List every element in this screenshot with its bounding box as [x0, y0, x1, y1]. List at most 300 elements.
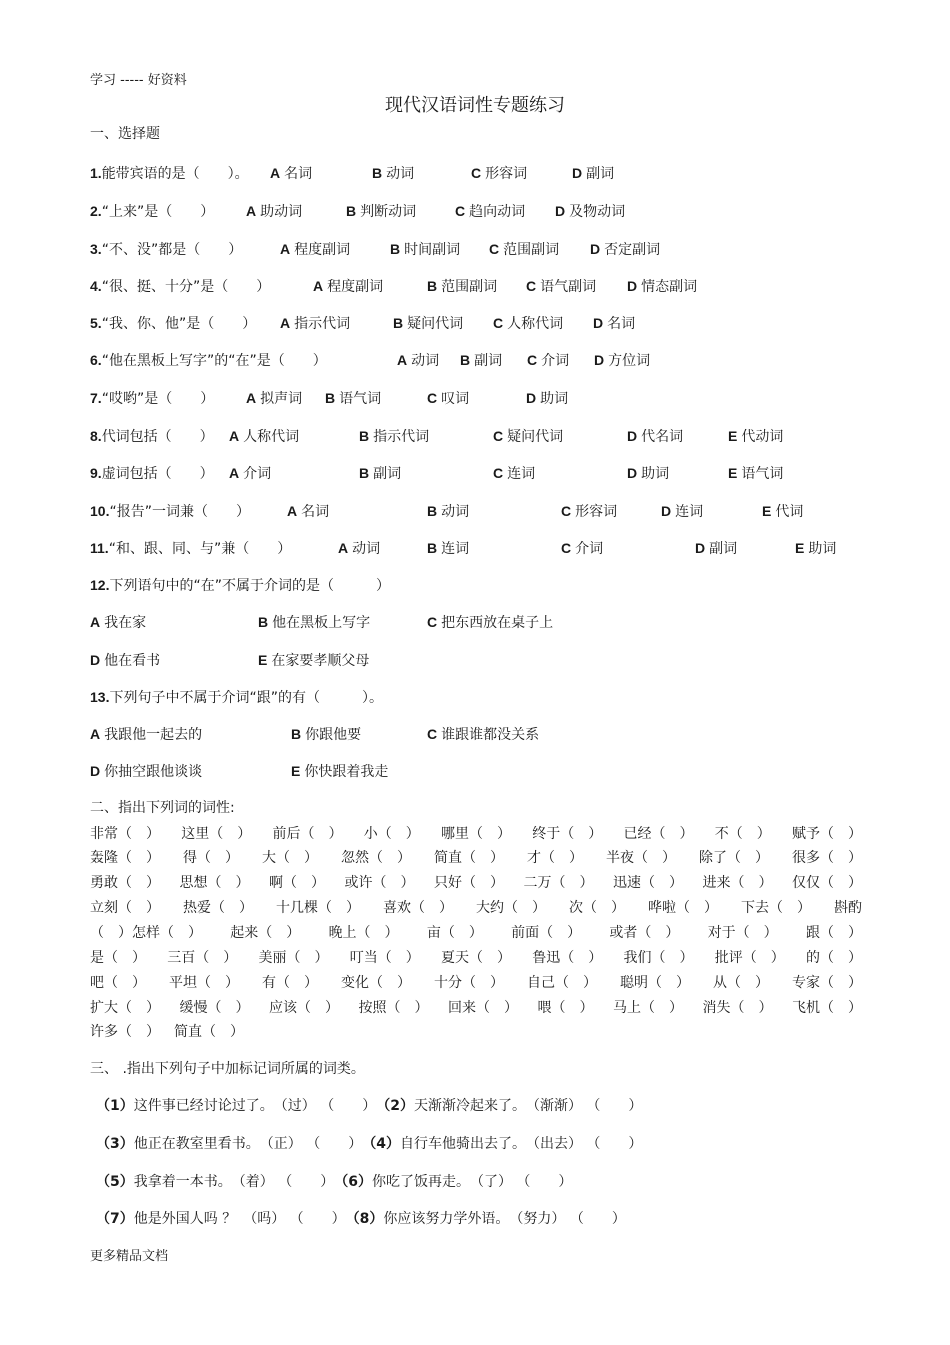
option-letter: C — [427, 726, 438, 742]
spacer — [519, 1098, 533, 1114]
option-d[interactable] — [627, 277, 697, 296]
word-item: （ ）怎样（ ） — [90, 925, 202, 941]
answer-blank[interactable]: （ ） — [516, 1174, 573, 1190]
word-item: 十几棵（ ） — [276, 900, 360, 916]
sentence-row — [96, 1135, 642, 1153]
question-text: 能带宾语的是（ ）。 — [101, 166, 249, 182]
answer-blank[interactable]: （ ） — [278, 1174, 335, 1190]
option-text: 名词 — [284, 166, 313, 182]
option-letter: E — [795, 540, 805, 556]
answer-blank[interactable]: （ ） — [306, 1136, 363, 1152]
question-text: 虚词包括（ ） — [101, 466, 214, 482]
question-text: “他在黑板上写字”的“在”是（ ） — [101, 353, 327, 369]
word-item: 叮当（ ） — [349, 950, 420, 966]
question-number: 5. — [90, 315, 102, 331]
option-letter: C — [527, 352, 538, 368]
word-item: 赋予（ ） — [792, 826, 862, 842]
option-text: 范围副词 — [503, 242, 560, 258]
option-letter: A — [90, 614, 101, 630]
option-text: 连词 — [675, 504, 704, 520]
option-c[interactable] — [489, 240, 559, 259]
option-text: 动词 — [411, 353, 440, 369]
option-b[interactable] — [427, 277, 497, 296]
word-item: 应该（ ） — [269, 1000, 339, 1016]
option-letter: B — [359, 428, 370, 444]
option-b[interactable] — [359, 464, 401, 483]
word-item: 回来（ ） — [448, 1000, 518, 1016]
answer-blank[interactable]: （ ） — [320, 1098, 377, 1114]
word-item: 很多（ ） — [792, 850, 862, 866]
option-letter: D — [90, 652, 101, 668]
option-text: 程度副词 — [327, 279, 384, 295]
option-b[interactable] — [359, 427, 429, 446]
option-b[interactable] — [460, 351, 502, 370]
option-text: 助词 — [808, 541, 837, 557]
word-item: 许多（ ） — [90, 1024, 160, 1040]
option-text: 指示代词 — [373, 429, 430, 445]
section3-heading: 三、 .指出下列句子中加标记词所属的词类。 — [90, 1061, 365, 1077]
word-item: 大（ ） — [262, 850, 318, 866]
word-item: 除了（ ） — [699, 850, 769, 866]
spacer — [463, 1174, 477, 1190]
option-d[interactable] — [695, 539, 737, 558]
marked-word: （着） — [238, 1174, 274, 1190]
question-6 — [90, 351, 870, 370]
option-d[interactable] — [572, 164, 614, 183]
word-item: 思想（ ） — [179, 875, 250, 891]
question-11 — [90, 539, 870, 558]
option-text: 代词 — [775, 504, 804, 520]
sentence-text: 你应该努力学外语。 — [383, 1211, 503, 1227]
option-letter: B — [390, 241, 401, 257]
option-text: 把东西放在桌子上 — [441, 615, 554, 631]
question-stem — [90, 464, 214, 483]
spacer — [225, 1174, 239, 1190]
question-stem — [90, 502, 250, 521]
option-b[interactable] — [390, 240, 460, 259]
question-8 — [90, 427, 870, 446]
option-letter: A — [313, 278, 324, 294]
option-letter: A — [280, 315, 291, 331]
option-text: 我跟他一起去的 — [104, 727, 203, 743]
option-a[interactable] — [229, 464, 271, 483]
option-c[interactable] — [455, 202, 525, 221]
option-text: 否定副词 — [604, 242, 661, 258]
question-text: 代词包括（ ） — [101, 429, 214, 445]
word-item: 鲁迅（ ） — [532, 950, 603, 966]
option-a[interactable] — [90, 725, 202, 744]
option-c[interactable] — [471, 164, 527, 183]
option-text: 范围副词 — [441, 279, 498, 295]
option-letter: B — [460, 352, 471, 368]
word-item: 半夜（ ） — [606, 850, 676, 866]
option-letter: D — [627, 465, 638, 481]
option-text: 连词 — [507, 466, 536, 482]
option-text: 连词 — [441, 541, 470, 557]
question-text: “很、挺、十分”是（ ） — [101, 279, 271, 295]
option-e[interactable] — [795, 539, 836, 558]
sentence-item — [362, 1135, 642, 1153]
option-text: 代名词 — [641, 429, 684, 445]
word-item: 立刻（ ） — [90, 900, 160, 916]
spacer — [253, 1136, 267, 1152]
option-letter: E — [291, 763, 301, 779]
option-letter: B — [258, 614, 269, 630]
option-letter: A — [90, 726, 101, 742]
sentence-number: （7） — [96, 1211, 134, 1227]
option-letter: B — [346, 203, 357, 219]
option-text: 疑问代词 — [507, 429, 564, 445]
question-5 — [90, 314, 870, 333]
question-7 — [90, 389, 870, 408]
option-letter: D — [593, 315, 604, 331]
spacer — [519, 1136, 533, 1152]
question-4 — [90, 277, 870, 296]
option-letter: B — [427, 278, 438, 294]
sentence-item — [96, 1210, 346, 1228]
option-text: 拟声词 — [260, 391, 303, 407]
answer-blank[interactable]: （ ） — [569, 1211, 626, 1227]
option-e[interactable] — [291, 762, 388, 781]
sentence-text: 你吃了饭再走。 — [371, 1174, 463, 1190]
option-b[interactable] — [427, 502, 469, 521]
option-a[interactable] — [246, 202, 302, 221]
option-letter: B — [359, 465, 370, 481]
option-text: 语气词 — [741, 466, 784, 482]
word-item: 飞机（ ） — [792, 1000, 862, 1016]
option-c[interactable] — [427, 613, 553, 632]
question-number: 4. — [90, 278, 102, 294]
option-letter: B — [427, 503, 438, 519]
word-item: 我们（ ） — [623, 950, 694, 966]
word-item: 跟（ ） — [805, 925, 862, 941]
word-item: 下去（ ） — [741, 900, 811, 916]
option-text: 副词 — [373, 466, 402, 482]
option-d[interactable] — [90, 762, 202, 781]
option-letter: D — [590, 241, 601, 257]
option-text: 判断动词 — [360, 204, 417, 220]
sentence-item — [334, 1173, 572, 1191]
option-d[interactable] — [661, 502, 703, 521]
word-item: 喜欢（ ） — [383, 900, 453, 916]
sentence-text: 他是外国人吗 ？ — [133, 1211, 237, 1227]
word-item: 小（ ） — [363, 826, 420, 842]
option-b[interactable] — [372, 164, 414, 183]
word-item: 简直（ ） — [434, 850, 504, 866]
question-number: 2. — [90, 203, 102, 219]
question-stem — [90, 277, 270, 296]
word-item: 大约（ ） — [476, 900, 546, 916]
option-e[interactable] — [762, 502, 803, 521]
option-b[interactable] — [393, 314, 463, 333]
word-row — [90, 897, 862, 917]
option-letter: C — [471, 165, 482, 181]
option-letter: A — [246, 203, 257, 219]
option-a[interactable] — [246, 389, 302, 408]
option-e[interactable] — [728, 427, 783, 446]
word-item: 忽然（ ） — [341, 850, 411, 866]
option-d[interactable] — [593, 314, 635, 333]
marked-word: （努力） — [516, 1211, 566, 1227]
option-text: 人称代词 — [507, 316, 564, 332]
option-text: 他在看书 — [104, 653, 161, 669]
option-a[interactable] — [313, 277, 383, 296]
sentence-item — [376, 1097, 642, 1115]
sentence-number: （3） — [96, 1136, 134, 1152]
q12-stem-row — [90, 576, 390, 595]
option-text: 情态副词 — [641, 279, 698, 295]
question-number: 6. — [90, 352, 102, 368]
question-text: “报告”一词兼（ ） — [109, 504, 250, 520]
option-a[interactable] — [397, 351, 439, 370]
option-text: 时间副词 — [404, 242, 461, 258]
spacer — [236, 1211, 250, 1227]
option-letter: E — [728, 465, 738, 481]
sentence-text: 这件事已经讨论过了。 — [133, 1098, 267, 1114]
marked-word: （了） — [476, 1174, 512, 1190]
sentence-text: 他正在教室里看书。 — [133, 1136, 253, 1152]
option-text: 叹词 — [441, 391, 470, 407]
option-text: 副词 — [586, 166, 615, 182]
option-b[interactable] — [346, 202, 416, 221]
q13-stem-row — [90, 688, 383, 707]
option-a[interactable] — [338, 539, 380, 558]
option-letter: E — [258, 652, 268, 668]
sentence-number: （2） — [376, 1098, 414, 1114]
option-d[interactable] — [627, 427, 683, 446]
word-item: 这里（ ） — [181, 826, 252, 842]
sentence-row — [96, 1173, 572, 1191]
option-letter: A — [270, 165, 281, 181]
option-d[interactable] — [555, 202, 625, 221]
question-number: 8. — [90, 428, 102, 444]
word-item: 三百（ ） — [167, 950, 238, 966]
option-text: 形容词 — [575, 504, 618, 520]
word-row — [90, 922, 862, 942]
option-text: 动词 — [441, 504, 470, 520]
option-text: 助词 — [641, 466, 670, 482]
word-item: 得（ ） — [183, 850, 239, 866]
word-item: 亩（ ） — [426, 925, 483, 941]
option-text: 助动词 — [260, 204, 303, 220]
word-item: 迅速（ ） — [613, 875, 683, 891]
word-item: 的（ ） — [806, 950, 862, 966]
option-letter: B — [372, 165, 383, 181]
option-text: 动词 — [352, 541, 381, 557]
question-text: “我、你、他”是（ ） — [101, 316, 257, 332]
option-text: 副词 — [709, 541, 738, 557]
word-item: 勇敢（ ） — [90, 875, 160, 891]
word-item: 批评（ ） — [714, 950, 785, 966]
option-d[interactable] — [590, 240, 660, 259]
question-number: 3. — [90, 241, 102, 257]
question-stem — [90, 202, 214, 221]
sentence-number: （4） — [362, 1136, 400, 1152]
word-item: 二万（ ） — [523, 875, 594, 891]
question-text: “哎哟”是（ ） — [101, 391, 215, 407]
question-number: 13. — [90, 689, 110, 705]
option-a[interactable] — [287, 502, 329, 521]
option-d[interactable] — [90, 651, 160, 670]
option-letter: D — [594, 352, 605, 368]
sentence-text: 自行车他骑出去了。 — [399, 1136, 519, 1152]
word-item: 马上（ ） — [613, 1000, 683, 1016]
option-text: 形容词 — [485, 166, 528, 182]
option-c[interactable] — [493, 427, 563, 446]
option-letter: C — [427, 614, 438, 630]
option-letter: C — [493, 465, 504, 481]
option-b[interactable] — [258, 613, 370, 632]
option-b[interactable] — [291, 725, 361, 744]
word-item: 啊（ ） — [269, 875, 325, 891]
spacer — [267, 1098, 281, 1114]
word-item: 非常（ ） — [90, 826, 160, 842]
option-b[interactable] — [325, 389, 381, 408]
word-item: 美丽（ ） — [258, 950, 329, 966]
option-c[interactable] — [493, 314, 563, 333]
option-letter: D — [661, 503, 672, 519]
word-item: 扩大（ ） — [90, 1000, 160, 1016]
option-letter: E — [762, 503, 772, 519]
option-d[interactable] — [526, 389, 568, 408]
answer-blank[interactable]: （ ） — [586, 1098, 643, 1114]
section2-heading: 二、指出下列词的词性: — [90, 800, 235, 816]
word-row — [90, 847, 862, 867]
option-text: 介词 — [541, 353, 570, 369]
option-letter: C — [526, 278, 537, 294]
option-text: 指示代词 — [294, 316, 351, 332]
spacer — [502, 1211, 516, 1227]
option-text: 名词 — [301, 504, 330, 520]
word-item: 自己（ ） — [527, 975, 597, 991]
section1-heading: 一、选择题 — [90, 126, 160, 142]
sentence-text: 天渐渐冷起来了。 — [413, 1098, 519, 1114]
word-row — [90, 972, 862, 992]
page-title: 现代汉语词性专题练习 — [385, 95, 565, 116]
word-item: 只好（ ） — [434, 875, 504, 891]
option-e[interactable] — [258, 651, 369, 670]
option-letter: A — [397, 352, 408, 368]
option-a[interactable] — [270, 164, 312, 183]
word-item: 已经（ ） — [623, 826, 694, 842]
option-letter: A — [246, 390, 257, 406]
word-item: 前面（ ） — [511, 925, 582, 941]
option-d[interactable] — [594, 351, 650, 370]
option-c[interactable] — [561, 539, 603, 558]
option-text: 我在家 — [104, 615, 147, 631]
option-text: 你跟他要 — [305, 727, 362, 743]
word-item: 变化（ ） — [341, 975, 411, 991]
option-c[interactable] — [526, 277, 596, 296]
word-row — [90, 997, 862, 1017]
question-stem — [90, 539, 291, 558]
option-text: 你抽空跟他谈谈 — [104, 764, 203, 780]
option-letter: D — [627, 278, 638, 294]
word-item: 夏天（ ） — [441, 950, 511, 966]
word-item: 从（ ） — [713, 975, 769, 991]
option-a[interactable] — [280, 240, 350, 259]
option-c[interactable] — [527, 351, 569, 370]
option-letter: D — [555, 203, 566, 219]
word-item: 喂（ ） — [537, 1000, 594, 1016]
option-text: 方位词 — [608, 353, 651, 369]
option-text: 人称代词 — [243, 429, 300, 445]
answer-blank[interactable]: （ ） — [586, 1136, 643, 1152]
option-c[interactable] — [493, 464, 535, 483]
marked-word: （过） — [280, 1098, 316, 1114]
option-e[interactable] — [728, 464, 783, 483]
option-letter: D — [90, 763, 101, 779]
word-item: 专家（ ） — [792, 975, 862, 991]
option-c[interactable] — [427, 725, 539, 744]
question-stem — [90, 314, 256, 333]
question-number: 11. — [90, 540, 109, 556]
option-letter: D — [572, 165, 583, 181]
option-c[interactable] — [561, 502, 617, 521]
sentence-number: （6） — [334, 1174, 372, 1190]
word-item: 简直（ ） — [174, 1024, 244, 1040]
question-stem — [90, 164, 249, 183]
option-letter: C — [427, 390, 438, 406]
option-letter: D — [627, 428, 638, 444]
sentence-item — [96, 1135, 362, 1153]
question-text: “和、跟、同、与”兼（ ） — [108, 541, 292, 557]
word-item: 缓慢（ ） — [179, 1000, 250, 1016]
option-text: 在家要孝顺父母 — [271, 653, 370, 669]
option-letter: D — [526, 390, 537, 406]
question-9 — [90, 464, 870, 483]
option-a[interactable] — [280, 314, 350, 333]
option-letter: C — [561, 503, 572, 519]
footer-note: 更多精品文档 — [90, 1249, 169, 1264]
word-item: 轰隆（ ） — [90, 850, 160, 866]
marked-word: （出去） — [532, 1136, 582, 1152]
word-item: 才（ ） — [527, 850, 583, 866]
question-text: “不、没”都是（ ） — [101, 242, 243, 258]
marked-word: （渐渐） — [532, 1098, 582, 1114]
option-d[interactable] — [627, 464, 669, 483]
option-letter: C — [561, 540, 572, 556]
word-item: 晚上（ ） — [328, 925, 399, 941]
question-number: 9. — [90, 465, 102, 481]
word-item: 斟酌 — [834, 900, 862, 916]
option-a[interactable] — [90, 613, 146, 632]
sentence-item — [96, 1173, 334, 1191]
sentence-row — [96, 1097, 642, 1115]
option-a[interactable] — [229, 427, 299, 446]
option-letter: C — [493, 428, 504, 444]
word-item: 按照（ ） — [358, 1000, 429, 1016]
word-item: 热爱（ ） — [183, 900, 253, 916]
option-c[interactable] — [427, 389, 469, 408]
option-b[interactable] — [427, 539, 469, 558]
answer-blank[interactable]: （ ） — [289, 1211, 346, 1227]
question-number: 10. — [90, 503, 110, 519]
word-item: 消失（ ） — [702, 1000, 773, 1016]
word-item: 终于（ ） — [532, 826, 603, 842]
question-number: 12. — [90, 577, 110, 593]
word-item: 十分（ ） — [434, 975, 504, 991]
option-letter: E — [728, 428, 738, 444]
marked-word: （正） — [266, 1136, 302, 1152]
question-number: 7. — [90, 390, 102, 406]
option-letter: A — [229, 465, 240, 481]
option-text: 你快跟着我走 — [304, 764, 389, 780]
option-text: 及物动词 — [569, 204, 626, 220]
word-item: 聪明（ ） — [620, 975, 690, 991]
word-item: 对于（ ） — [707, 925, 778, 941]
word-row — [90, 1021, 862, 1041]
